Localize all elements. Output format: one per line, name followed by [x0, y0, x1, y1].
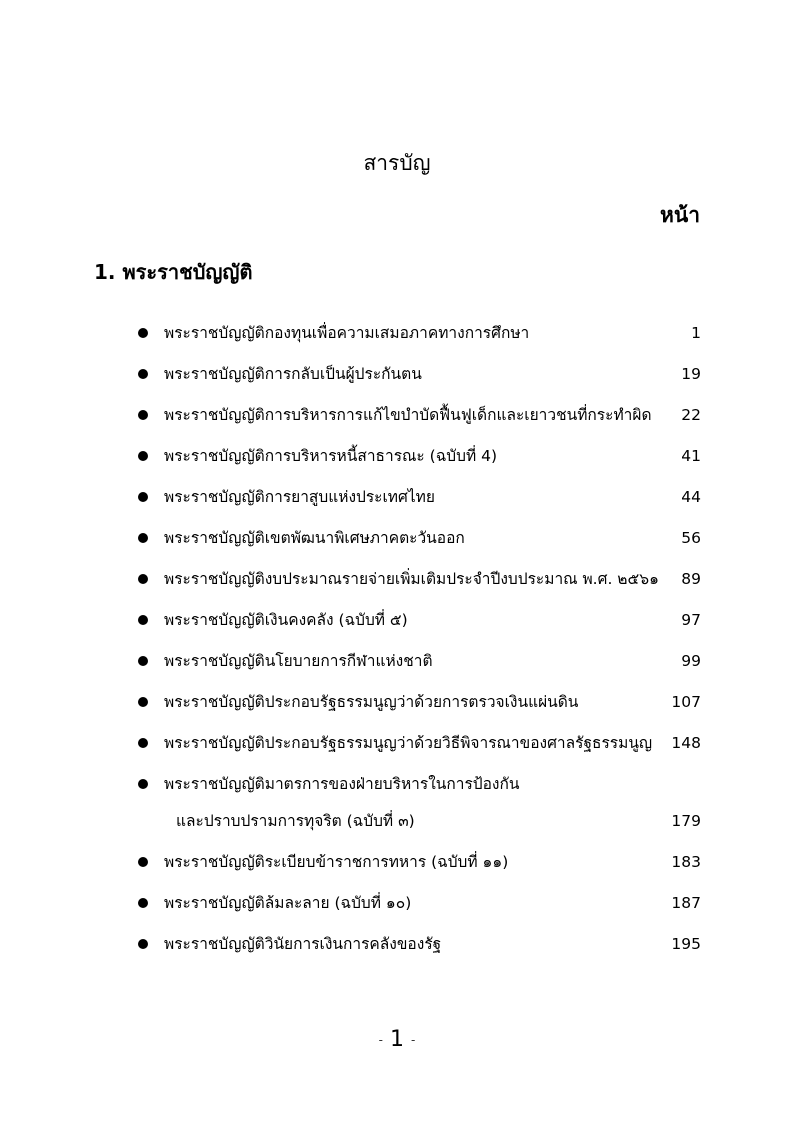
- toc-entry-title: พระราชบัญญัติการบริหารการแก้ไขบำบัดฟื้นฟูเด็กและเยาวชนที่กระทำผิด: [164, 406, 652, 424]
- toc-entry-page: 44: [681, 488, 701, 506]
- toc-entry-page: 41: [681, 447, 701, 465]
- bullet-icon: [138, 615, 148, 625]
- page-title: สารบัญ: [363, 151, 431, 175]
- section-number: 1.: [94, 260, 116, 284]
- bullet-icon: [138, 857, 148, 867]
- toc-entry[interactable]: [138, 764, 701, 842]
- toc-entry-title: พระราชบัญญัติเขตพัฒนาพิเศษภาคตะวันออก: [164, 529, 465, 547]
- bullet-icon: [138, 451, 148, 461]
- toc-entry[interactable]: [138, 682, 701, 723]
- toc-entry-title: พระราชบัญญัตินโยบายการกีฬาแห่งชาติ: [164, 652, 433, 670]
- toc-entry-title: พระราชบัญญัติประกอบรัฐธรรมนูญว่าด้วยวิธีพิจารณาของศาลรัฐธรรมนูญ: [164, 734, 653, 752]
- toc-entry[interactable]: [138, 641, 701, 682]
- bullet-icon: [138, 328, 148, 338]
- toc-entry[interactable]: [138, 559, 701, 600]
- toc-entry[interactable]: [138, 518, 701, 559]
- bullet-icon: [138, 533, 148, 543]
- toc-entry-page: 179: [671, 812, 701, 830]
- toc-entry-page: 97: [681, 611, 701, 629]
- toc-entry-title: พระราชบัญญัติเงินคงคลัง (ฉบับที่ ๕): [164, 611, 408, 629]
- toc-entry[interactable]: [138, 354, 701, 395]
- toc-entry-title: พระราชบัญญัติระเบียบข้าราชการทหาร (ฉบับที่ ๑๑): [164, 853, 509, 871]
- toc-entry-title: พระราชบัญญัติล้มละลาย (ฉบับที่ ๑๐): [164, 894, 412, 912]
- bullet-icon: [138, 369, 148, 379]
- toc-entry-title: พระราชบัญญัติกองทุนเพื่อความเสมอภาคทางการศึกษา: [164, 324, 530, 342]
- bullet-icon: [138, 898, 148, 908]
- toc-entry-title: พระราชบัญญัติประกอบรัฐธรรมนูญว่าด้วยการตรวจเงินแผ่นดิน: [164, 693, 579, 711]
- toc-entry-page: 99: [681, 652, 701, 670]
- toc-entry-title: พระราชบัญญัติการยาสูบแห่งประเทศไทย: [164, 488, 435, 506]
- bullet-icon: [138, 410, 148, 420]
- toc-entry[interactable]: [138, 313, 701, 354]
- table-of-contents: [138, 313, 701, 965]
- footer-dash-right: -: [411, 1033, 416, 1047]
- bullet-icon: [138, 492, 148, 502]
- toc-entry-page: 107: [671, 693, 701, 711]
- toc-entry-title: พระราชบัญญัติงบประมาณรายจ่ายเพิ่มเติมประจำปีงบประมาณ พ.ศ. ๒๕๖๑: [164, 570, 659, 588]
- bullet-icon: [138, 779, 148, 789]
- toc-entry-page: 19: [681, 365, 701, 383]
- toc-entry-title: พระราชบัญญัติมาตรการของฝ่ายบริหารในการป้องกัน: [164, 775, 520, 793]
- toc-entry-title: พระราชบัญญัติวินัยการเงินการคลังของรัฐ: [164, 935, 442, 953]
- section-heading: [94, 257, 252, 287]
- toc-entry-page: 56: [681, 529, 701, 547]
- toc-entry-page: 148: [671, 734, 701, 752]
- toc-entry[interactable]: [138, 395, 701, 436]
- bullet-icon: [138, 697, 148, 707]
- toc-entry[interactable]: [138, 924, 701, 965]
- toc-entry-page: 183: [671, 853, 701, 871]
- toc-entry[interactable]: [138, 477, 701, 518]
- toc-entry-title: พระราชบัญญัติการบริหารหนี้สาธารณะ (ฉบับที่ 4): [164, 447, 497, 465]
- footer-dash-left: -: [378, 1033, 383, 1047]
- bullet-icon: [138, 738, 148, 748]
- toc-entry-page: 22: [681, 406, 701, 424]
- footer-page-number: 1: [390, 1027, 404, 1052]
- toc-entry[interactable]: [138, 436, 701, 477]
- page-column-label: หน้า: [660, 203, 700, 227]
- toc-entry-page: 187: [671, 894, 701, 912]
- toc-entry[interactable]: [138, 883, 701, 924]
- section-title: พระราชบัญญัติ: [122, 260, 253, 284]
- toc-entry-title: พระราชบัญญัติการกลับเป็นผู้ประกันตน: [164, 365, 422, 383]
- bullet-icon: [138, 656, 148, 666]
- toc-entry[interactable]: [138, 723, 701, 764]
- bullet-icon: [138, 939, 148, 949]
- toc-entry[interactable]: [138, 842, 701, 883]
- page-footer: [0, 1025, 794, 1055]
- toc-entry-page: 195: [671, 935, 701, 953]
- bullet-icon: [138, 574, 148, 584]
- toc-entry-page: 89: [681, 570, 701, 588]
- toc-entry-title-continued: และปราบปรามการทุจริต (ฉบับที่ ๓): [176, 812, 415, 830]
- toc-entry[interactable]: [138, 600, 701, 641]
- toc-entry-page: 1: [691, 324, 701, 342]
